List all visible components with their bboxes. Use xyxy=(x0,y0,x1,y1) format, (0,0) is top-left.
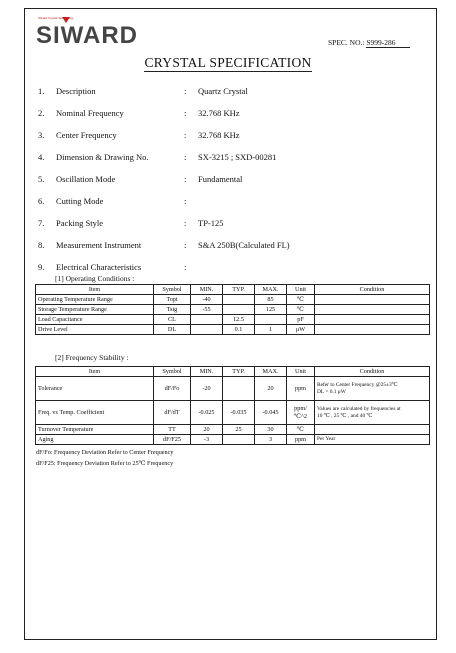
cell-typ xyxy=(223,295,255,305)
item-colon: : xyxy=(184,86,187,96)
brand-tagline: Siward Crystal Technology xyxy=(38,16,74,20)
column-header: Symbol xyxy=(154,285,191,295)
operating-conditions-table xyxy=(35,284,430,335)
column-header: Condition xyxy=(315,367,430,377)
cell-unit: μW xyxy=(287,325,315,335)
spec-item xyxy=(38,130,428,142)
item-value: Fundamental xyxy=(198,174,243,184)
item-label: Center Frequency xyxy=(56,130,117,140)
cell-item: Turnover Temperature xyxy=(36,425,154,435)
item-label: Oscillation Mode xyxy=(56,174,116,184)
item-number: 7. xyxy=(38,218,45,228)
condition-line: 10 ℃ , 25 ℃ , and 40 ℃ xyxy=(317,412,373,419)
cell-condition xyxy=(315,401,430,425)
spec-item xyxy=(38,262,428,274)
item-label: Dimension & Drawing No. xyxy=(56,152,149,162)
cell-max: -0.045 xyxy=(255,401,287,425)
spec-number xyxy=(328,38,410,47)
table-header-row xyxy=(36,367,430,377)
cell-max: 3 xyxy=(255,435,287,445)
cell-unit: ℃ xyxy=(287,305,315,315)
cell-unit: ppm/℃^2 xyxy=(287,401,315,425)
item-label: Packing Style xyxy=(56,218,103,228)
item-number: 1. xyxy=(38,86,45,96)
spec-number-value: S999-286 xyxy=(366,38,409,48)
column-header: MAX. xyxy=(255,285,287,295)
column-header: TYP. xyxy=(223,367,255,377)
item-number: 8. xyxy=(38,240,45,250)
column-header: Item xyxy=(36,285,154,295)
cell-min: -3 xyxy=(191,435,223,445)
item-value: S&A 250B(Calculated FL) xyxy=(198,240,290,250)
document-title-text: CRYSTAL SPECIFICATION xyxy=(144,55,312,70)
cell-unit: ppm xyxy=(287,377,315,401)
cell-symbol: DL xyxy=(154,325,191,335)
cell-item: Storage Temperature Range xyxy=(36,305,154,315)
cell-item: Load Capacitance xyxy=(36,315,154,325)
item-number: 6. xyxy=(38,196,45,206)
item-number: 9. xyxy=(38,262,45,272)
column-header: MIN. xyxy=(191,367,223,377)
brand-logo: SIWARD xyxy=(36,22,138,49)
cell-condition xyxy=(315,425,430,435)
item-value: SX-3215 ; SXD-00281 xyxy=(198,152,277,162)
cell-symbol: CL xyxy=(154,315,191,325)
condition-line: Refer to Center Frequency @25±3℃ xyxy=(317,382,398,389)
cell-max: 30 xyxy=(255,425,287,435)
column-header: TYP. xyxy=(223,285,255,295)
spec-item xyxy=(38,218,428,230)
spec-item xyxy=(38,240,428,252)
spec-item xyxy=(38,86,428,98)
item-label: Nominal Frequency xyxy=(56,108,124,118)
table-row xyxy=(36,401,430,425)
item-colon: : xyxy=(184,174,187,184)
footnote: dF/F25: Frequency Deviation Refer to 25℃ Frequency xyxy=(36,460,174,467)
cell-max: 125 xyxy=(255,305,287,315)
item-colon: : xyxy=(184,262,187,272)
item-value: 32.768 KHz xyxy=(198,108,240,118)
cell-item: Aging xyxy=(36,435,154,445)
operating-conditions-heading: [1] Operating Conditions : xyxy=(55,274,135,283)
item-colon: : xyxy=(184,108,187,118)
cell-typ xyxy=(223,435,255,445)
cell-min: -0.025 xyxy=(191,401,223,425)
cell-min: 20 xyxy=(191,425,223,435)
document-title xyxy=(0,55,456,71)
cell-symbol: dF/dT xyxy=(154,401,191,425)
cell-symbol: dF/Fo xyxy=(154,377,191,401)
table-row xyxy=(36,425,430,435)
cell-condition xyxy=(315,315,430,325)
item-label: Description xyxy=(56,86,96,96)
cell-min: -55 xyxy=(191,305,223,315)
cell-typ: 12.5 xyxy=(223,315,255,325)
frequency-stability-heading: [2] Frequency Stability : xyxy=(55,353,129,362)
item-value: TP-125 xyxy=(198,218,224,228)
cell-unit: ℃ xyxy=(287,425,315,435)
condition-line: DL = 0.1 μW xyxy=(317,388,346,395)
column-header: Item xyxy=(36,367,154,377)
cell-symbol: Tstg xyxy=(154,305,191,315)
item-colon: : xyxy=(184,218,187,228)
frequency-stability-table xyxy=(35,366,430,445)
table-row xyxy=(36,377,430,401)
cell-min: -20 xyxy=(191,377,223,401)
condition-line: Values are calculated by frequencies at xyxy=(317,406,401,413)
cell-symbol: dF/F25 xyxy=(154,435,191,445)
item-number: 3. xyxy=(38,130,45,140)
cell-unit: ppm xyxy=(287,435,315,445)
spec-item xyxy=(38,196,428,208)
cell-condition xyxy=(315,305,430,315)
cell-max: 85 xyxy=(255,295,287,305)
cell-typ xyxy=(223,305,255,315)
cell-condition: Per Year xyxy=(315,435,430,445)
item-colon: : xyxy=(184,130,187,140)
cell-typ: 0.1 xyxy=(223,325,255,335)
table-header-row xyxy=(36,285,430,295)
cell-min: -40 xyxy=(191,295,223,305)
item-label: Measurement Instrument xyxy=(56,240,142,250)
column-header: Unit xyxy=(287,367,315,377)
column-header: Condition xyxy=(315,285,430,295)
item-value: 32.768 KHz xyxy=(198,130,240,140)
cell-item: Freq. vs Temp. Coefficient xyxy=(36,401,154,425)
cell-typ: 25 xyxy=(223,425,255,435)
spec-item xyxy=(38,174,428,186)
table-row xyxy=(36,435,430,445)
item-label: Cutting Mode xyxy=(56,196,104,206)
cell-min xyxy=(191,315,223,325)
item-colon: : xyxy=(184,152,187,162)
item-colon: : xyxy=(184,240,187,250)
cell-item: Operating Temperature Range xyxy=(36,295,154,305)
table-row xyxy=(36,295,430,305)
table-row xyxy=(36,325,430,335)
cell-item: Drive Level xyxy=(36,325,154,335)
cell-condition xyxy=(315,325,430,335)
column-header: Unit xyxy=(287,285,315,295)
cell-typ xyxy=(223,377,255,401)
cell-max: 1 xyxy=(255,325,287,335)
cell-symbol: Topt xyxy=(154,295,191,305)
item-number: 2. xyxy=(38,108,45,118)
cell-typ: -0.035 xyxy=(223,401,255,425)
cell-unit: ℃ xyxy=(287,295,315,305)
column-header: MIN. xyxy=(191,285,223,295)
table-row xyxy=(36,315,430,325)
column-header: Symbol xyxy=(154,367,191,377)
item-number: 5. xyxy=(38,174,45,184)
cell-min xyxy=(191,325,223,335)
spec-number-label: SPEC. NO.: xyxy=(328,38,365,47)
cell-unit: pF xyxy=(287,315,315,325)
cell-max: 20 xyxy=(255,377,287,401)
cell-item: Tolerance xyxy=(36,377,154,401)
cell-condition xyxy=(315,295,430,305)
spec-item xyxy=(38,108,428,120)
cell-condition xyxy=(315,377,430,401)
item-number: 4. xyxy=(38,152,45,162)
item-label: Electrical Characteristics xyxy=(56,262,142,272)
cell-symbol: TT xyxy=(154,425,191,435)
item-colon: : xyxy=(184,196,187,206)
column-header: MAX. xyxy=(255,367,287,377)
cell-max xyxy=(255,315,287,325)
spec-item xyxy=(38,152,428,164)
item-value: Quartz Crystal xyxy=(198,86,248,96)
footnote: dF/Fo: Frequency Deviation Refer to Center Frequency xyxy=(36,449,174,456)
table-row xyxy=(36,305,430,315)
